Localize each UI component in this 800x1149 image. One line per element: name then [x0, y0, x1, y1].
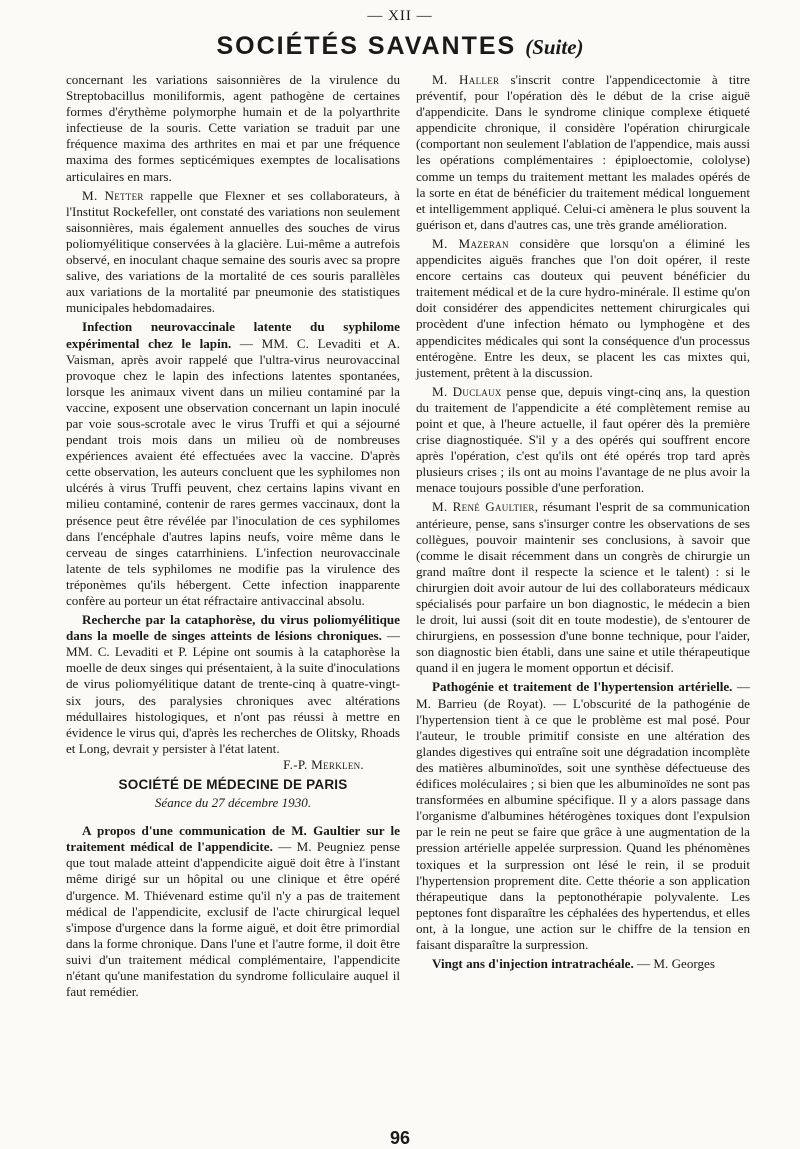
- paragraph-text: — MM. C. Levaditi et P. Lépine ont soumis à la cataphorèse la moelle de deux singes qui présentaient, à la suite d'inoculations de virus poliomyélitique datant de trente-cinq à quatre-vingt-six jours, des paralysies chroniques avec altérations médullaires histologiques, et n'ont pas réussi à mettre en évidence le virus qui, d'après les recherches de Olitsky, Rhoads et Long, devrait y persister à l'état latent.: [66, 628, 400, 756]
- paragraph: [66, 319, 400, 609]
- running-header: [0, 32, 800, 61]
- paragraph: concernant les variations saisonnières de la virulence du Streptobacillus moniliformis, agent pathogène de certaines formes d'érythème polymorphe humain et de la polyarthrite infectieuse de la souris. Cette variation se traduit par une fréquence maxima des arthrites en mai et par une fréquence maxima des formes septicémiques exemptes de localisations articulaires en mars.: [66, 72, 400, 184]
- paragraph-text: rappelle que Flexner et ses collaborateurs, à l'Institut Rockefeller, ont constaté des variations non seulement saisonnières, mais également annuelles des souches de virus poliomyélitique conservées à la glacière. Lui-même a autrefois observé, en inoculant chaque semaine des souris avec sa propre salive, des variations de la mortalité de ces souris parallèles aux variations de la mortalité par pneumonie des statistiques municipales hebdomadaires.: [66, 187, 400, 316]
- communication-title: Vingt ans d'injection intratrachéale.: [432, 956, 634, 972]
- paragraph-text: — M. Barrieu (de Royat). — L'obscurité de la pathogénie de l'hypertension tient à ce que le problème est mal posé. Pour l'auteur, le trouble primitif consiste en une altération des glandes digestives qui entraîne soit une dégradation incomplète des matières albuminoïdes, soit une synthèse défectueuse des édifices moléculaires ; si bien que les albuminoïdes ne sont pas transformées en albumine spécifique. Il y a alors passage dans l'organisme d'albumines hétérogènes toxiques dont l'expulsion par le rein ne peut se faire que grâce à une augmentation de la pression artérielle appelée surpression. Quand les phénomènes toxiques et la surpression ont lésé le rein, il se produit l'hypertension proprement dite. Cette théorie a son application thérapeutique dans la peptonothérapie polyvalente. Les peptones font disparaître les céphalées des hypertendus, et elles ont, à la longue, une action sur le chiffre de la tension en faisant disparaître la surpression.: [416, 679, 751, 952]
- paragraph-text: — MM. C. Levaditi et A. Vaisman, après avoir rappelé que l'ultra-virus neurovaccinal provoque chez le lapin des infections latentes spontanées, lorsque les animaux vivent dans un milieu contaminé par la vaccine, exposent une observation concernant un lapin inoculé par voie sous-scrotale avec le virus Truffi et qui a séjourné pendant trois mois dans un milieu où de nombreuses expériences avaient été effectuées avec la vaccine. D'après cette observation, les auteurs concluent que les syphilomes non ulcérés à virus Truffi peuvent, chez certains lapins vivant en milieu contaminé, contenir de rares germes vaccinaux, dont la présence peut être révélée par l'inoculation de ces syphilomes dans l'encéphale d'autres lapins neufs, voire même dans le cerveau de singes catarrhiniens. L'infection neurovaccinale latente de tels syphilomes ne modifie pas la virulence des tréponèmes qu'ils hébergent. Cette infection inapparente confère au porteur un état réfractaire antivaccinal absolu.: [66, 335, 400, 608]
- paragraph-text: s'inscrit contre l'appendicectomie à titre préventif, pour l'opération dès le début de la crise aiguë d'appendicite. Dans le syndrome clinique complexe étiqueté appendicite chronique, il considère l'opération chirurgicale (comportant non seulement l'ablation de l'appendice, mais aussi les opérations complémentaires : épiploectomie, cololyse) comme un temps du traitement mettant les malades opérés de la sorte en état de bénéficier du traitement médical longuement et intelligemment appliqué. Celui-ci amènera le plus souvent la guérison et, dans d'autres cas, une très grande amélioration.: [416, 72, 750, 232]
- speaker-name: M. Mazeran: [432, 235, 509, 251]
- paragraph-text: pense que, depuis vingt-cinq ans, la question du traitement de l'appendicite a été complètement remise au point et que, à l'heure actuelle, il faut opérer dès la première crise diagnostiquée. S'il y a des opérés qui souffrent encore après l'opération, c'est qu'ils ont été opérés trop tard après plusieurs crises ; ils ont au moins l'avantage de ne plus avoir la menace toujours possible d'une perforation.: [416, 383, 750, 496]
- communication-title: Infection neurovaccinale latente du syphilome expérimental chez le lapin.: [66, 319, 400, 351]
- paragraph: [416, 679, 750, 953]
- speaker-name: M. Duclaux: [432, 383, 502, 399]
- running-header-title: SOCIÉTÉS SAVANTES: [216, 32, 517, 60]
- communication-title: Pathogénie et traitement de l'hypertension artérielle.: [432, 679, 733, 695]
- signature: F.-P. Merklen.: [283, 756, 364, 772]
- section-heading: SOCIÉTÉ DE MÉDECINE DE PARIS: [118, 776, 348, 792]
- right-column: [416, 72, 750, 975]
- communication-title: Recherche par la cataphorèse, du virus poliomyélitique dans la moelle de singes atteints de lésions chroniques.: [66, 612, 400, 644]
- paragraph: [416, 956, 750, 972]
- left-column: [66, 72, 400, 1003]
- paragraph: [416, 72, 750, 233]
- section-date: Séance du 27 décembre 1930.: [154, 795, 312, 811]
- paragraph: [66, 823, 400, 1000]
- folio: — XII —: [367, 8, 433, 24]
- page-number: 96: [389, 1128, 411, 1148]
- speaker-name: M. Netter: [82, 187, 144, 203]
- paragraph-text: — M. Georges: [633, 956, 715, 972]
- paragraph-text: — M. Peugniez pense que tout malade atteint d'appendicite aiguë doit être à l'instant même dirigé sur un hôpital ou une clinique et être opéré d'urgence. M. Thiévenard estime qu'il n'y a pas de traitement médical de l'appendicite, exclusif de l'acte chirurgical lequel s'impose d'urgence dans la forme aiguë, et doit être primordial dans la forme chronique. Dans l'une et l'autre forme, il doit être suivi d'un traitement médical complémentaire, l'appendicite n'étant qu'une manifestation du syndrome folliculaire auquel il faut remédier.: [66, 839, 400, 1000]
- paragraph-text: , résumant l'esprit de sa communication antérieure, pense, sans s'insurger contre les observations de ses collègues, pouvoir maintenir ses conclusions, à savoir que (comme le disait récemment dans un congrès de chirurgie un grand maître dont il respecte la science et le talent) : si le chirurgien doit avoir autour de lui des collaborateurs médicaux spécialisés pour parfaire un bon diagnostic, le médecin a bien le droit, lui aussi (soit dit en toute modestie), de s'entourer de chirurgiens, en possession d'une bonne technique, pour l'aider, son diagnostic bien établi, dans une saine et utile thérapeutique quand il en jugera le moment opportun et décisif.: [416, 499, 750, 676]
- paragraph: [416, 384, 750, 497]
- speaker-name: M. Haller: [432, 72, 500, 87]
- paragraph: [416, 499, 750, 676]
- paragraph: [66, 188, 400, 317]
- paragraph: [416, 236, 750, 381]
- paragraph-text: considère que lorsqu'on a éliminé les appendicites aiguës franches que l'on doit opérer, il reste encore certains cas douteux qui peuvent bénéficier du traitement médical et de la cure hydro-minérale. Il estime qu'on doit considérer des appendicites nettement chirurgicales qui procèdent d'une infection hémato ou lymphogène et des appendicites médicales qui sont la conséquence d'un processus entérogène. Entre les deux, se placent les cas mixtes qui, justement, prêtent à la discussion.: [416, 235, 750, 380]
- running-header-suite: (Suite): [525, 35, 584, 59]
- speaker-name: M. René Gaultier: [432, 499, 535, 515]
- communication-title: A propos d'une communication de M. Gaultier sur le traitement médical de l'appendicite.: [66, 823, 400, 855]
- paragraph: [66, 612, 400, 772]
